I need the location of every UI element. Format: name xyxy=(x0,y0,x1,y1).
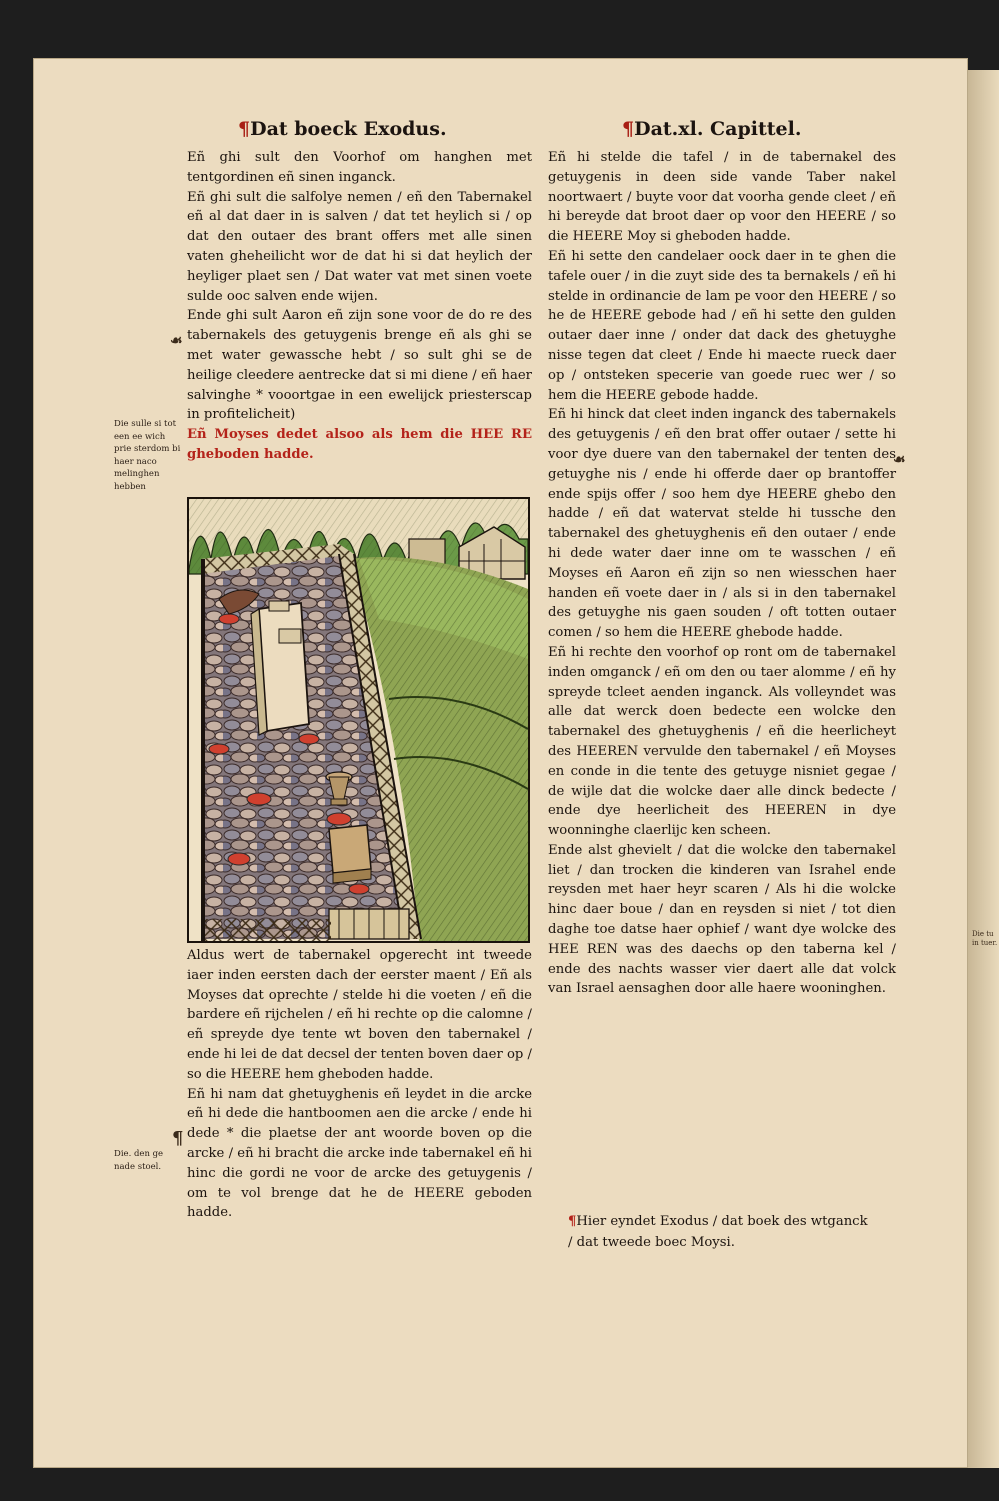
paragraph: Eñ Moyses dedet alsoo als hem die HEE RE gheboden hadde. xyxy=(187,427,532,462)
left-column-lower xyxy=(187,946,532,1223)
paragraph: Ende ghi sult Aaron eñ zijn sone voor de do re des tabernakels des getuygenis brenge eñ als ghi se met water gewassche hebt / so sult ghi se de heilige cleedere aentrecke dat si mi diene / eñ haer salvinghe * vooortgae in een ewelijck priesterscap in profitelicheit) xyxy=(187,308,532,423)
right-column xyxy=(548,148,896,999)
colophon xyxy=(568,1211,868,1253)
paragraph: Eñ hi stelde die tafel / in de tabernakel des getuygenis in deen side vande Taber nakel noortwaert / buyte voor dat voorha gende cleet / eñ hi bereyde dat broot daer op voor den HEERE / so die HEERE Moy si gheboden hadde. xyxy=(548,150,896,245)
marginal-pilcrow-icon: ☙ xyxy=(170,333,183,349)
paragraph: Ende alst ghevielt / dat die wolcke den tabernakel liet / dan trocken die kinderen van Israhel ende reysden met haer heyr scaren / Als hi die wolcke hinc daer boue / dan en reysden si niet / tot dien daghe toe datse haer ophief / want dye wolcke des HEE REN was des daechs op den taberna kel / ende des nachts wasser vier daert alle dat volck van Israel aensaghen door alle haere wooninghen. xyxy=(548,842,896,997)
marginal-pilcrow-icon: ¶ xyxy=(172,1128,184,1149)
colophon-text: Hier eyndet Exodus / dat boek des wtganck / dat tweede boec Moysi. xyxy=(568,1214,868,1250)
paragraph: Aldus wert de tabernakel opgerecht int tweede iaer inden eersten dach der eerster maent / Eñ als Moyses dat oprechte / stelde hi die voeten / eñ die bardere eñ rijchelen / eñ hi rechte op die calomne / eñ spreyde dye tente wt boven den tabernakel / ende hi lei de dat decsel der tenten boven daer op / so die HEERE hem gheboden hadde. xyxy=(187,948,532,1082)
left-running-heading: ¶Dat boeck Exodus. xyxy=(238,118,447,140)
left-column-upper xyxy=(187,148,532,465)
woodcut-svg xyxy=(189,499,528,941)
tabernacle-woodcut-illustration xyxy=(187,497,530,943)
margin-note-priesthood: Die sulle si tot een ee wich prie sterdom bi haer naco melinghen hebben xyxy=(114,419,181,492)
courtyard-entrance xyxy=(329,909,409,939)
paragraph: Eñ hi rechte den voorhof op ront om de tabernakel inden omganck / eñ om den ou taer alomme / eñ hy spreyde tcleet aenden inganck. Als volleyndet was alle dat werck doen bedecte een wolcke den tabernakel des ghetuyghenis / eñ die heerlicheyt des HEEREN vervulde den tabernakel / eñ Moyses en conde in die tente des getuyge nisniet gegae / de wijle dat die wolcke daer alle dinck bedecte / ende dye heerlicheit des HEEREN in dye woonninghe claerlijc ken scheen. xyxy=(548,644,896,839)
pilcrow-icon: ¶ xyxy=(622,118,635,140)
paragraph: Eñ ghi sult die salfolye nemen / eñ den Tabernakel eñ al dat daer in is salven / dat tet heylich si / op dat den outaer des brant offers met alle sinen vaten gheheilicht wor de dat hi si dat heylich der heyliger plaet sen / Dat water vat met sinen voete sulde ooc salven ende wijen. xyxy=(187,189,532,304)
front-fence xyxy=(201,919,331,941)
facing-margin-note: Die tu in tuer. xyxy=(972,930,998,947)
paragraph: Eñ hi hinck dat cleet inden inganck des tabernakels des getuygenis / eñ den brat offer outaer / sette hi voor dye duere van den tabernakel der tenten des getuyghe nis / ende hi offerde daer op brantoffer ende spijs offer / soo hem dye HEERE ghebo den hadde / eñ dat watervat stelde hi tussche den tabernakel des ghetuyghenis eñ den outaer / ende hi dede water daer inne om te wasschen / eñ Moyses eñ Aaron eñ zijn so nen wiesschen haer handen eñ voete daer in / als si in den tabernakel des getuyghe nis gaen souden / oft totten outaer comen / so hem die HEERE ghebode hadde. xyxy=(548,407,896,641)
facing-page-edge xyxy=(968,70,999,1468)
marginal-pilcrow-icon: ☙ xyxy=(893,452,906,468)
pilcrow-icon: ¶ xyxy=(238,118,251,140)
margin-note-mercy-seat: Die. den ge nade stoel. xyxy=(114,1149,164,1172)
paragraph: Eñ hi sette den candelaer oock daer in te ghen die tafele ouer / in die zuyt side des ta bernakels / eñ hi stelde in ordinancie de lam pe voor den HEERE / so he de HEERE gebode had / eñ hi sette den gulden outaer daer inne / onder dat dack des ghetuyghe nisse tegen dat cleet / Ende hi maecte rueck daer op / ontsteken specerie van goede ruec wer / so hem die HEERE gebode hadde. xyxy=(548,248,896,403)
pilcrow-icon: ¶ xyxy=(568,1214,577,1229)
right-running-heading: ¶Dat.xl. Capittel. xyxy=(622,118,802,140)
paragraph: Eñ ghi sult den Voorhof om hanghen met tentgordinen eñ sinen inganck. xyxy=(187,150,532,185)
paragraph: Eñ hi nam dat ghetuyghenis eñ leydet in die arcke eñ hi dede die hantboomen aen die arcke / ende hi dede * die plaetse der ant woorde boven op die arcke / eñ hi bracht die arcke inde tabernakel eñ hi hinc die gordi ne voor de arcke des getuygenis / om te vol brenge dat he de HEERE geboden hadde. xyxy=(187,1086,532,1221)
